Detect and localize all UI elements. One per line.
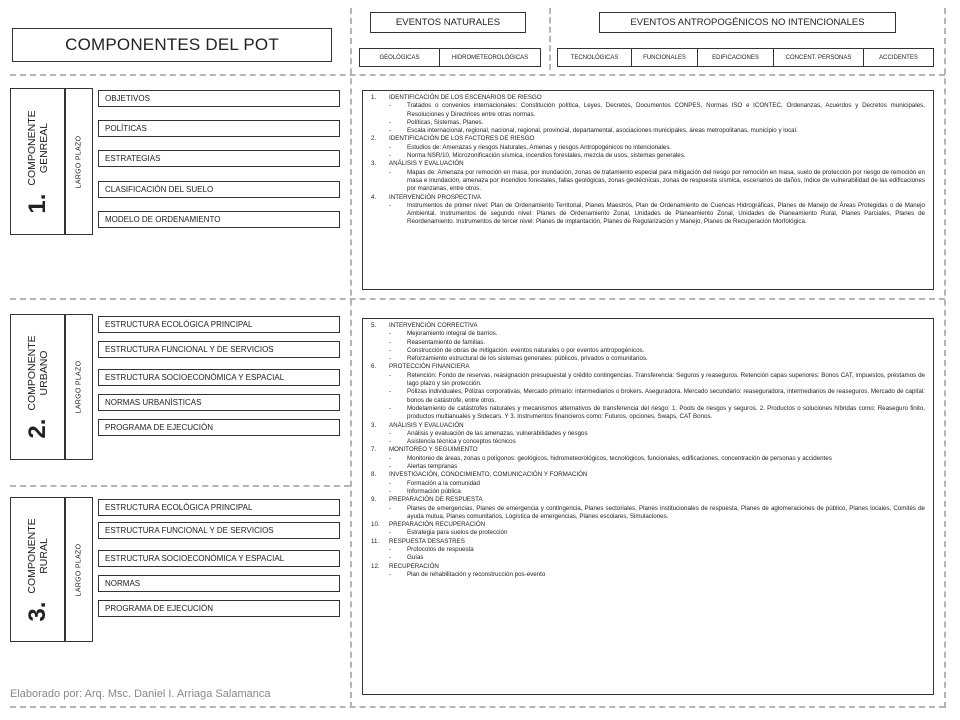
section-heading <box>371 94 925 102</box>
section-bullet <box>371 339 925 347</box>
bullet-text: Tratados o convenios internacionales: Constitución política, Leyes, Decretos, Documentos CONPES, Normas ISO e ICONTEC, Ordenanzas, Acuerdos y Decretos municipales, Resoluciones y Directrices entre otras normas. <box>407 102 925 118</box>
component-urbano-box <box>10 314 65 460</box>
item-programa-ejecucion: PROGRAMA DE EJECUCIÓN <box>98 600 340 617</box>
sub-category: EDIFICACIONES <box>698 49 774 66</box>
component-label: COMPONENTE <box>25 109 38 186</box>
bullet-text: Información pública <box>407 487 461 495</box>
bullet-text: Escala internacional, regional, nacional, regional, provincial, departamental, asociaciones municipales, áreas metropolitanas, municipio y local. <box>407 127 798 135</box>
item-estructura-socioeconomica: ESTRUCTURA SOCIOECONÓMICA Y ESPACIAL <box>98 550 340 567</box>
item-politicas: POLÍTICAS <box>98 120 340 137</box>
section-bullet <box>371 152 925 160</box>
section-bullet <box>371 102 925 119</box>
section-title: RESPUESTA DESASTRES <box>389 537 465 545</box>
bullet-text: Pólizas individuales, Pólizas corporativas, Mercado primario: intermediarios o brokers. Aseguradora. Mercado secundario: reaseguradora, intermediarios de reaseguros. Mercado de capital: bonos de catástrofe, entre otros. <box>407 388 925 404</box>
bullet-text: Norma NSR/10, Microzonificación sísmica, incendios forestales, mezcla de usos, sistemas generales. <box>407 152 686 160</box>
section-heading <box>371 135 925 143</box>
section-title: INVESTIGACIÓN, CONOCIMIENTO, COMUNICACIÓN Y FORMACIÓN <box>389 471 588 479</box>
section-bullet <box>371 546 925 554</box>
section-bullet <box>371 330 925 338</box>
divider-horizontal-3 <box>10 485 350 487</box>
bullet-dash: - <box>389 487 392 495</box>
item-estructura-funcional: ESTRUCTURA FUNCIONAL Y DE SERVICIOS <box>98 522 340 539</box>
bullet-dash: - <box>389 554 392 562</box>
bullet-dash: - <box>389 463 392 471</box>
component-name: URBANO <box>37 350 50 396</box>
bullet-dash: - <box>389 529 392 537</box>
bullet-text: Monitoreo de áreas, zonas o polígonos: geológicos, hidrometeorológicos, tecnológicos, funcionales, edificaciones, concentración de personas y accidentes <box>407 454 832 462</box>
bullet-text: Protocolos de respuesta <box>407 546 474 554</box>
bullet-text: Asistencia técnica y conceptos técnicos <box>407 438 516 446</box>
content-box-risk-identification <box>362 90 934 290</box>
component-rural-box <box>10 497 65 642</box>
bullet-text: Retención: Fondo de reservas, reasignación presupuestal y crédito contingencias. Transferencia: Seguros y reaseguros. Retención capas superiores: Bonos CAT, impuestos, préstamos de lago plazo y sin protección. <box>407 371 925 388</box>
component-number: 3. <box>23 601 51 622</box>
section-bullet <box>371 455 925 463</box>
section-heading <box>371 363 925 371</box>
section-number: 5. <box>371 322 377 329</box>
bullet-text: Reasentamiento de familias. <box>407 338 486 346</box>
section-title: MONITOREO Y SEGUIMIENTO <box>389 446 478 454</box>
section-bullet <box>371 430 925 438</box>
section-title: RECUPERACIÓN <box>389 562 439 570</box>
section-number: 11. <box>371 537 380 545</box>
divider-vertical-left <box>350 8 352 708</box>
bullet-dash: - <box>389 404 392 412</box>
bullet-text: Políticas, Sistemas, Planes. <box>407 118 484 126</box>
plazo-label: LARGO PLAZO <box>75 360 83 414</box>
section-number: 6. <box>371 363 377 371</box>
component-label: COMPONENTE <box>25 517 38 594</box>
bullet-dash: - <box>389 338 392 346</box>
page-title: COMPONENTES DEL POT <box>12 28 332 62</box>
bullet-text: Planes de emergencias, Planes de emergencia y contingencia, Planes sectoriales, Planes institucionales de respuesta, Planes de aglomeraciones de público, Planes locales, Comités de ayuda mutua, Planes comunitarios, Logística de emergencias, Planes escolares, Simulaciones. <box>407 504 925 520</box>
bullet-dash: - <box>389 127 392 135</box>
section-bullet <box>371 505 925 522</box>
bullet-text: Modelamiento de catástrofes naturales y mecanismos alternativos de transferencia del riesgo: 1. Pools de riesgos y seguros. 2. Productos o soluciones híbridas como: Reaseguro finito, productos multianuales y Sidecars. Y 3. Instrumentos financieros como: Futuros, opciones, Swaps, CAT Bonos. <box>407 404 925 421</box>
sub-category: GEOLÓGICAS <box>360 49 440 66</box>
bullet-dash: - <box>389 371 392 379</box>
bullet-dash: - <box>389 346 392 354</box>
section-heading <box>371 322 925 330</box>
bullet-dash: - <box>389 570 392 578</box>
section-bullet <box>371 405 925 422</box>
sub-category: HIDROMETEOROLÓGICAS <box>451 54 529 61</box>
section-number: 1. <box>371 94 377 101</box>
component-number: 2. <box>23 418 51 439</box>
item-estructura-ecologica: ESTRUCTURA ECOLÓGICA PRINCIPAL <box>98 499 340 516</box>
item-normas: NORMAS <box>98 575 340 592</box>
section-bullet <box>371 372 925 389</box>
item-estructura-funcional: ESTRUCTURA FUNCIONAL Y DE SERVICIOS <box>98 341 340 358</box>
item-objetivos: OBJETIVOS <box>98 90 340 107</box>
bullet-dash: - <box>389 355 392 363</box>
bullet-text: Estudios de: Amenazas y riesgos Naturales, Amenas y riesgos Antropogénicos no intencionales. <box>407 143 672 151</box>
bullet-dash: - <box>389 102 392 110</box>
section-bullet <box>371 355 925 363</box>
bullet-text: Instrumentos de primer nivel: Plan de Ordenamiento Territorial, Planes Maestros, Plan de Ordenamiento de Cuencas Hidrográficas, Planes de Manejo de Áreas Protegidas o de Manejo Ambiental. Instrumentos de segundo nivel: Planes de Ordenamiento Zonal, Unidades de Planeamiento Zonal, Unidades de Planeamiento Rural, Planes Parciales, Planes de Reordenamiento. Instrumentos de tercer nivel: Planes de implantación, Planes de Regularización y Manejo, Planes de Recuperación Morfológica. <box>407 201 925 226</box>
section-heading <box>371 563 925 571</box>
section-number: 9. <box>371 496 377 504</box>
item-estructura-socioeconomica: ESTRUCTURA SOCIOECONÓMICA Y ESPACIAL <box>98 369 340 386</box>
header-eventos-naturales: EVENTOS NATURALES <box>370 12 526 33</box>
section-heading <box>371 160 925 168</box>
bullet-dash: - <box>389 429 392 437</box>
component-label: COMPONENTE <box>25 335 38 411</box>
bullet-dash: - <box>389 201 392 209</box>
item-modelo-ordenamiento: MODELO DE ORDENAMIENTO <box>98 211 340 228</box>
section-heading <box>371 521 925 529</box>
section-bullet <box>371 127 925 135</box>
plazo-box-general <box>65 88 93 235</box>
plazo-box-rural <box>65 497 93 642</box>
section-number: 8. <box>371 471 377 479</box>
divider-horizontal-2 <box>10 298 945 300</box>
bullet-dash: - <box>389 118 392 126</box>
section-title: PREPARACIÓN RECUPERACIÓN <box>389 521 486 529</box>
section-title: ANÁLISIS Y EVALUACIÓN <box>389 160 464 168</box>
component-name: GENREAL <box>37 122 50 173</box>
item-estrategias: ESTRATEGIAS <box>98 150 340 167</box>
section-number: 4. <box>371 193 377 201</box>
item-normas-urbanisticas: NORMAS URBANÍSTICAS <box>98 394 340 411</box>
bullet-text: Reforzamiento estructural de los sistemas generales: públicos, privados o comunitarios. <box>407 355 648 363</box>
divider-vertical-middle <box>549 8 551 70</box>
section-bullet <box>371 571 925 579</box>
section-bullet <box>371 347 925 355</box>
section-number: 2. <box>371 135 377 143</box>
bullet-dash: - <box>389 143 392 151</box>
sub-category: ACCIDENTES <box>879 54 918 61</box>
bullet-text: Análisis y evaluación de las amenazas, vulnerabilidades y riesgos <box>407 429 588 437</box>
bullet-text: Plan de rehabilitación y reconstrucción pos-evento <box>407 570 546 578</box>
bullet-text: Construcción de obras de mitigación: eventos naturales o por eventos antropogénicos. <box>407 346 645 354</box>
bullet-dash: - <box>389 168 392 176</box>
item-clasificacion-suelo: CLASIFICACIÓN DEL SUELO <box>98 181 340 198</box>
section-heading <box>371 496 925 504</box>
bullet-text: Estrategia para suelos de protección <box>407 529 508 537</box>
header-eventos-antropogenicos: EVENTOS ANTROPOGÉNICOS NO INTENCIONALES <box>599 12 896 33</box>
section-title: IDENTIFICACIÓN DE LOS FACTORES DE RIESGO <box>389 135 535 143</box>
item-estructura-ecologica: ESTRUCTURA ECOLÓGICA PRINCIPAL <box>98 316 340 333</box>
section-bullet <box>371 488 925 496</box>
section-title: ANÁLISIS Y EVALUACIÓN <box>389 421 464 429</box>
divider-vertical-right <box>944 8 946 708</box>
footer-credit: Elaborado por: Arq. Msc. Daniel I. Arriaga Salamanca <box>10 688 271 700</box>
section-title: PREPARACIÓN DE RESPUESTA <box>389 496 483 504</box>
content-box-risk-intervention <box>362 318 934 695</box>
sub-category: CONCENT. PERSONAS <box>774 49 864 66</box>
sub-categories-naturales <box>359 48 541 67</box>
sub-category: FUNCIONALES <box>632 49 698 66</box>
section-bullet <box>371 554 925 562</box>
sub-category: TECNOLÓGICAS <box>558 49 632 66</box>
section-number: 10. <box>371 521 380 529</box>
component-general-box <box>10 88 65 235</box>
plazo-label: LARGO PLAZO <box>75 543 83 596</box>
section-bullet <box>371 529 925 537</box>
bullet-dash: - <box>389 504 392 512</box>
section-number: 12. <box>371 562 380 570</box>
component-number: 1. <box>23 193 51 214</box>
section-number: 3. <box>371 160 377 168</box>
divider-horizontal-1 <box>10 74 945 76</box>
section-bullet <box>371 119 925 127</box>
section-bullet <box>371 388 925 405</box>
section-heading <box>371 446 925 454</box>
bullet-dash: - <box>389 454 392 462</box>
bullet-text: Formación a la comunidad <box>407 479 480 487</box>
section-bullet <box>371 438 925 446</box>
bullet-dash: - <box>389 388 392 396</box>
section-bullet <box>371 463 925 471</box>
section-number: 3. <box>371 421 377 429</box>
bullet-text: Alertas tempranas <box>407 463 458 471</box>
bullet-dash: - <box>389 546 392 554</box>
bullet-dash: - <box>389 330 392 338</box>
section-title: IDENTIFICACIÓN DE LOS ESCENARIOS DE RIESGO <box>389 94 542 101</box>
section-bullet <box>371 169 925 194</box>
bullet-text: Mejoramiento integral de barrios. <box>407 330 498 338</box>
section-bullet <box>371 480 925 488</box>
section-title: INTERVENCIÓN PROSPECTIVA <box>389 193 481 201</box>
component-name: RURAL <box>37 537 50 574</box>
plazo-label: LARGO PLAZO <box>75 135 83 188</box>
bullet-text: Guías <box>407 554 424 562</box>
section-title: INTERVENCIÓN CORRECTIVA <box>389 322 478 329</box>
section-heading <box>371 471 925 479</box>
bullet-dash: - <box>389 152 392 160</box>
item-programa-ejecucion: PROGRAMA DE EJECUCIÓN <box>98 419 340 436</box>
divider-horizontal-bottom <box>10 706 945 708</box>
bullet-dash: - <box>389 479 392 487</box>
bullet-text: Mapas de: Amenaza por remoción en masa, por inundación, zonas de tratamiento especial para mitigación del riesgo por remoción en masa, suelo de protección por riesgo de remoción en masa e inundación, amenaza por incendios forestales, fallas geológicas, zonas geotécnicas, zonas de respuesta sísmica, escenarios de daños, índice de vulnerabilidad de las edificaciones por manzanas, entre otros. <box>407 168 925 193</box>
section-bullet <box>371 144 925 152</box>
section-title: PROTECCIÓN FINANCIERA <box>389 363 470 371</box>
section-number: 7. <box>371 446 377 454</box>
plazo-box-urbano <box>65 314 93 460</box>
section-heading <box>371 194 925 202</box>
bullet-dash: - <box>389 438 392 446</box>
section-heading <box>371 538 925 546</box>
section-bullet <box>371 202 925 227</box>
sub-categories-antropogenicos <box>557 48 934 67</box>
section-heading <box>371 422 925 430</box>
